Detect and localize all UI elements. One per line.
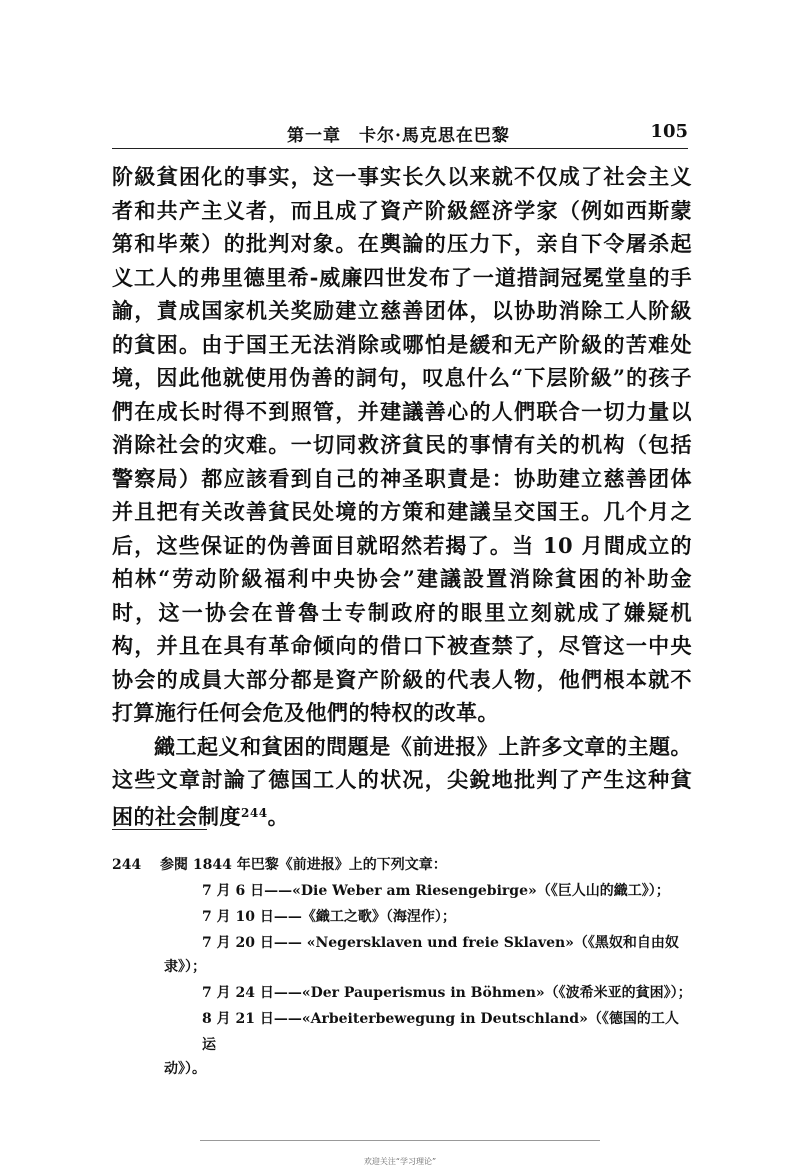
- chapter-title: 第一章 卡尔·馬克思在巴黎: [287, 126, 510, 146]
- footnote-number: 244: [112, 857, 142, 873]
- watermark-note: 欢迎关注“学习理论”: [363, 1157, 437, 1166]
- paragraph: 阶級貧困化的事实，这一事实长久以来就不仅成了社会主义者和共产主义者，而且成了資产阶級經济学家（例如西斯蒙第和毕萊）的批判对象。在輿論的压力下，亲自下令屠杀起义工人的弗里德里希-威廉四世发布了一道措詞冠冕堂皇的手諭，責成国家机关奖励建立慈善团体，以协助消除工人阶級的貧困。由于国王无法消除或哪怕是緩和无产阶級的苦难处境，因此他就使用伪善的詞句，叹息什么“下层阶級”的孩子們在成长时得不到照管，并建議善心的人們联合一切力量以消除社会的灾难。一切同救济貧民的事情有关的机构（包括警察局）都应該看到自己的神圣职責是：协助建立慈善团体并且把有关改善貧民处境的方策和建議呈交国王。几个月之后，这些保证的伪善面目就昭然若揭了。当 10 月間成立的柏林“劳动阶級福利中央协会”建議設置消除貧困的补助金时，这一协会在普魯士专制政府的眼里立刻就成了嫌疑机构，并且在具有革命倾向的借口下被查禁了，尽管这一中央协会的成員大部分都是資产阶級的代表人物，他們根本就不打算施行任何会危及他們的特权的改革。: [112, 164, 692, 725]
- body-text: [112, 160, 692, 833]
- header-rule: [112, 148, 688, 149]
- footnote-item: 7 月 20 日—— «Negersklaven und freie Sklaven»（《黑奴和自由奴: [202, 935, 679, 951]
- bottom-rule: [200, 1140, 600, 1141]
- footnote-item: 7 月 24 日——«Der Pauperismus in Böhmen»（《波希米亚的貧困》）；: [202, 985, 692, 1001]
- footnote-intro: 参閱 1844 年巴黎《前进报》上的下列文章：: [160, 857, 447, 873]
- footnote-reference: 244: [241, 805, 268, 820]
- page-number: 105: [650, 121, 688, 142]
- footnotes: [112, 852, 692, 1082]
- footnote-item: 7 月 10 日——《織工之歌》（海涅作）；: [202, 909, 456, 925]
- footnote-item-continuation: 隶》）；: [164, 959, 206, 975]
- footnote-item: 8 月 21 日——«Arbeiterbewegung in Deutschland»（《德国的工人运: [202, 1011, 679, 1053]
- paragraph-text: 織工起义和貧困的問題是《前进报》上許多文章的主題。这些文章討論了德国工人的状况，尖銳地批判了产生这种貧困的社会制度: [112, 733, 692, 829]
- footnote-item-continuation: 动》）。: [164, 1061, 206, 1077]
- running-header: [112, 121, 688, 146]
- footnote-rule: [112, 829, 207, 830]
- footnote-item: 7 月 6 日——«Die Weber am Riesengebirge»（《巨人山的織工》）；: [202, 883, 670, 899]
- footnote-head: [112, 852, 692, 878]
- paragraph: 織工起义和貧困的問題是《前进报》上許多文章的主題。这些文章討論了德国工人的状况，尖銳地批判了产生这种貧困的社会制度$^{244}$。: [112, 733, 692, 829]
